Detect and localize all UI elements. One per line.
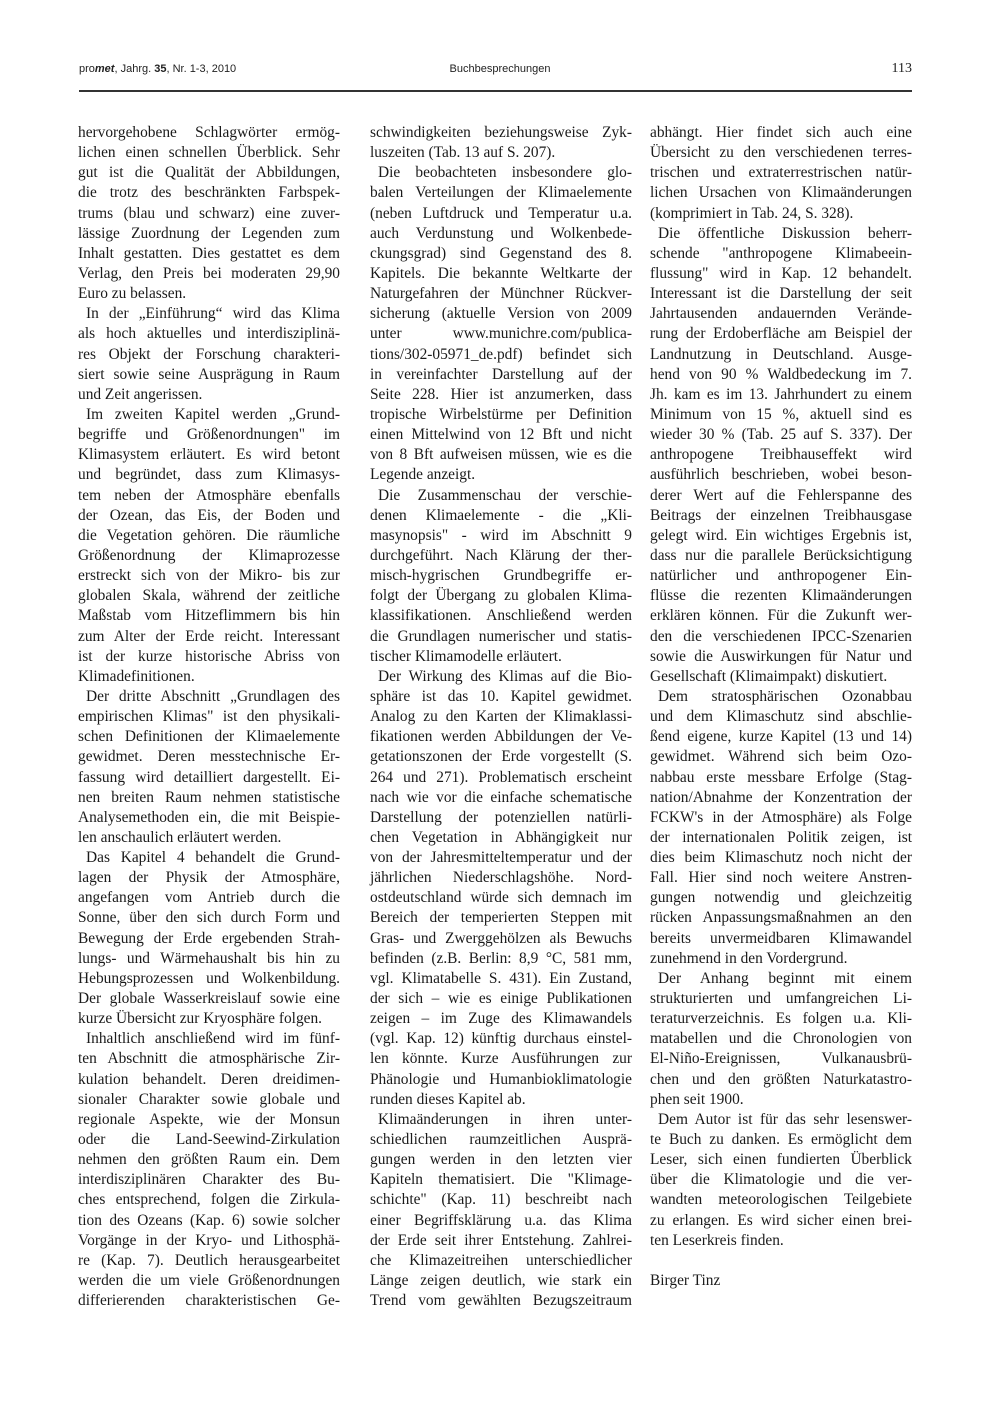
text-line: lichen Ursachen von Klimaänderungen bbox=[650, 184, 912, 202]
text-line: Analysemethoden ein, die mit Beispie- bbox=[78, 808, 340, 826]
text-line: die Vegetation gehören. Die räumliche bbox=[78, 526, 340, 544]
text-line: Bewegung der Erde ergebenden Strah- bbox=[78, 929, 340, 947]
text-line: einer Begriffsklärung u.a. das Klima bbox=[370, 1211, 632, 1229]
text-line: len anschaulich erläutert werden. bbox=[78, 828, 282, 846]
text-line: ches entsprechend, folgen die Zirkula- bbox=[78, 1191, 340, 1209]
paragraph bbox=[650, 969, 912, 1110]
text-line: trischen und extraterrestrischen natür- bbox=[650, 164, 912, 182]
text-line: (vgl. Kap. 12) künftig durchaus einstel- bbox=[370, 1030, 632, 1048]
text-line: flüsse die rezenten Klimaänderungen bbox=[650, 587, 912, 605]
text-line: schwindigkeiten beziehungsweise Zyk- bbox=[370, 124, 632, 141]
text-line: gelegt wird. Ein wichtiges Ergebnis ist, bbox=[650, 526, 912, 544]
paragraph bbox=[78, 1029, 340, 1311]
text-line: Maßstab vom Hitzeflimmern bis hin bbox=[78, 607, 340, 625]
text-line: Der Wirkung des Klimas auf die Bio- bbox=[378, 667, 632, 685]
text-line: lungs- und Wärmehaushalt bis hin zu bbox=[78, 949, 340, 967]
text-line: erstreckt sich von der Mikro- bis zur bbox=[78, 567, 340, 585]
text-line: zu erlangen. Es wird sicher einen brei- bbox=[650, 1211, 912, 1229]
text-line: in vereinfachter Darstellung auf der bbox=[370, 365, 632, 383]
text-line: Sonne, über den sich durch Form und bbox=[78, 909, 340, 927]
text-line: sionaler Charakter sowie globale und bbox=[78, 1090, 340, 1108]
text-line: chen und den größten Naturkatastro- bbox=[650, 1070, 912, 1088]
text-line: anthropogene Treibhauseffekt wird bbox=[650, 446, 912, 464]
text-line: globalen Skala, während der zeitliche bbox=[78, 587, 340, 605]
paragraph bbox=[78, 848, 340, 1029]
text-line: gewidmet. Deren messtechnische Er- bbox=[78, 748, 340, 766]
section-title: Buchbesprechungen bbox=[449, 63, 551, 75]
text-line: Inhalt gestatten. Dies gestattet es dem bbox=[78, 244, 340, 262]
text-line: die Grundlagen numerischer und statis- bbox=[370, 627, 632, 645]
text-line: Kapitels. Die bekannte Weltkarte der bbox=[370, 264, 632, 282]
text-line: Der dritte Abschnitt „Grundlagen des bbox=[86, 687, 340, 705]
text-line: klassifikationen. Anschließend werden bbox=[370, 607, 632, 625]
text-line: der Ozean, das Eis, der Boden und bbox=[78, 506, 340, 524]
text-line: In der „Einführung“ wird das Klima bbox=[86, 305, 340, 323]
text-line: begriffe und Größenordnungen" im bbox=[78, 426, 340, 444]
paragraph bbox=[650, 687, 912, 969]
text-line: von der Jahresmitteltemperatur und der bbox=[370, 849, 632, 867]
text-line: hend von 90 % Waldbedeckung im 7. bbox=[650, 365, 912, 383]
issue-number: , Nr. 1-3, 2010 bbox=[166, 63, 237, 75]
text-line: denen Klimaelemente - die „Kli- bbox=[370, 506, 632, 524]
text-line: sowie die Auswirkungen für Natur und bbox=[650, 647, 912, 665]
text-line: empirischen Klimas" ist den physikali- bbox=[78, 708, 340, 726]
paragraph bbox=[650, 224, 912, 687]
text-line: die trotz des beschränkten Farbspek- bbox=[78, 184, 340, 202]
text-line: (neben Luftdruck und Temperatur u.a. bbox=[370, 204, 632, 222]
text-line: jährlichen Niederschlagshöhe. Nord- bbox=[370, 869, 632, 887]
text-line: flussung" wird in Kap. 12 behandelt. bbox=[650, 264, 912, 282]
text-line: runden dieses Kapitel ab. bbox=[370, 1090, 526, 1108]
paragraph bbox=[370, 486, 632, 667]
text-line: nation/Abnahme der Konzentration der bbox=[650, 788, 912, 806]
text-line: angefangen vom Antrieb durch die bbox=[78, 889, 340, 907]
text-line: ckungsgrad) sind Gegenstand des 8. bbox=[370, 244, 632, 262]
text-line: re (Kap. 7). Deutlich herausgearbeitet bbox=[78, 1251, 340, 1269]
text-line: trums (blau und schwarz) eine zuver- bbox=[78, 204, 340, 222]
text-line: chen Vegetation in Abhängigkeit nur bbox=[370, 828, 632, 846]
volume-number: 35 bbox=[154, 63, 167, 75]
paragraph bbox=[78, 304, 340, 405]
text-line: von 8 Bft aufweisen müssen, wie es die bbox=[370, 446, 632, 464]
text-line: tions/302-05971_de.pdf) befindet sich bbox=[370, 345, 632, 363]
text-line: tropische Wirbelstürme per Definition bbox=[370, 405, 632, 423]
text-line: regionale Aspekte, wie der Monsun bbox=[78, 1110, 340, 1128]
text-line: ßend eigene, kurze Kapitel (13 und 14) bbox=[650, 728, 912, 746]
text-line: sphäre ist das 10. Kapitel gewidmet. bbox=[370, 687, 632, 705]
text-line: Bereich der temperierten Steppen mit bbox=[370, 909, 632, 927]
journal-name-prefix: pro bbox=[79, 63, 95, 75]
text-line: folgt der Übergang zu globalen Klima- bbox=[370, 587, 632, 605]
text-line: Minimum von 15 %, aktuell sind es bbox=[650, 405, 912, 423]
text-line: Die öffentliche Diskussion beherr- bbox=[658, 224, 912, 242]
text-line: che Klimazeitreihen unterschiedlicher bbox=[370, 1251, 632, 1269]
text-line: Kapiteln thematisiert. Die "Klimage- bbox=[370, 1171, 632, 1189]
text-line: wieder 30 % (Tab. 25 auf S. 337). Der bbox=[650, 426, 912, 444]
text-line: rung der Erdoberfläche am Beispiel der bbox=[650, 325, 912, 343]
text-line: balen Verteilungen der Klimaelemente bbox=[370, 184, 632, 202]
text-line: siert sowie seine Ausprägung in Raum bbox=[78, 365, 340, 383]
text-line: misch-hygrischen Grundbegriffe er- bbox=[370, 567, 632, 585]
text-line: Phänologie und Humanbioklimatologie bbox=[370, 1070, 632, 1088]
text-line: len könnte. Kurze Ausführungen zur bbox=[370, 1050, 632, 1068]
text-line: Gesellschaft (Klimaimpakt) diskutiert. bbox=[650, 667, 888, 685]
paragraph bbox=[370, 163, 632, 485]
text-line: vgl. Klimatabelle S. 431). Ein Zustand, bbox=[370, 969, 632, 987]
text-line: luszeiten (Tab. 13 auf S. 207). bbox=[370, 144, 556, 162]
text-line: phen seit 1900. bbox=[650, 1090, 744, 1108]
text-line: 264 und 271). Problematisch erscheint bbox=[370, 768, 632, 786]
text-line: Hebungsprozessen und Wolkenbildung. bbox=[78, 969, 340, 987]
text-line: masynopsis" - wird im Abschnitt 9 bbox=[370, 526, 632, 544]
text-line: te Buch zu danken. Es ermöglicht dem bbox=[650, 1131, 912, 1149]
text-line: Größenordnung der Klimaprozesse bbox=[78, 546, 340, 564]
text-line: wandten meteorologischen Teilgebiete bbox=[650, 1191, 912, 1209]
text-line: nach wie vor die einfache schematische bbox=[370, 788, 632, 806]
paragraph bbox=[370, 123, 632, 163]
text-line: durchgeführt. Nach Klärung der ther- bbox=[370, 546, 632, 564]
text-line: Jahrtausenden andauernden Verände- bbox=[650, 305, 912, 323]
text-line: fikationen werden Abbildungen der Ve- bbox=[370, 728, 632, 746]
text-line: zunehmend in den Vordergrund. bbox=[650, 949, 848, 967]
text-line: getationszonen der Erde vorgestellt (S. bbox=[370, 748, 632, 766]
text-line: nen breiten Raum nehmen statistische bbox=[78, 788, 340, 806]
paragraph bbox=[370, 1110, 632, 1311]
text-line: Der globale Wasserkreislauf sowie eine bbox=[78, 990, 340, 1008]
text-line: Trend vom gewählten Bezugszeitraum bbox=[370, 1292, 632, 1310]
text-line: nehmen den größten Raum ein. Dem bbox=[78, 1151, 340, 1169]
text-line: Beitrags der einzelnen Treibhausgase bbox=[650, 506, 912, 524]
text-line: Inhaltlich anschließend wird im fünf- bbox=[86, 1030, 340, 1048]
text-line: natürlicher und anthropogener Ein- bbox=[650, 567, 912, 585]
text-line: ten Leserkreis finden. bbox=[650, 1231, 784, 1249]
text-line: Interessant ist die Darstellung der seit bbox=[650, 285, 912, 303]
text-line: Euro zu belassen. bbox=[78, 285, 187, 303]
text-line: den die verschiedenen IPCC-Szenarien bbox=[650, 627, 912, 645]
text-line: res Objekt der Forschung charakteri- bbox=[78, 345, 340, 363]
page-number: 113 bbox=[891, 61, 912, 76]
spacer bbox=[650, 1251, 912, 1271]
text-line: befinden (z.B. Berlin: 8,9 °C, 581 mm, bbox=[370, 949, 632, 967]
text-line: Klimadefinitionen. bbox=[78, 667, 195, 685]
text-line: Übersicht zu den verschiedenen terres- bbox=[650, 144, 912, 162]
text-line: Die Zusammenschau der verschie- bbox=[378, 486, 632, 504]
text-line: derer Wert auf die Fehlerspanne des bbox=[650, 486, 912, 504]
text-line: der sich – wie es einige Publikationen bbox=[370, 990, 632, 1008]
text-line: schende "anthropogene Klimabeein- bbox=[650, 244, 912, 262]
text-line: tion des Ozeans (Kap. 6) sowie solcher bbox=[78, 1211, 340, 1229]
text-line: Dem Autor ist für das sehr lesenswer- bbox=[658, 1110, 912, 1128]
text-line: gewidmet. Während sich beim Ozo- bbox=[650, 748, 912, 766]
text-line: Leser, sich einen fundierten Überblick bbox=[650, 1151, 912, 1169]
text-line: Analog zu den Karten der Klimaklassi- bbox=[370, 708, 632, 726]
text-line: ausführlich beschrieben, wobei beson- bbox=[650, 466, 912, 484]
paragraph bbox=[650, 123, 912, 224]
text-line: zeigen – im Zuge des Klimawandels bbox=[370, 1010, 632, 1028]
paragraph bbox=[650, 1110, 912, 1251]
text-column-1 bbox=[78, 123, 340, 1311]
text-line: tischer Klimamodelle erläutert. bbox=[370, 647, 562, 665]
paragraph bbox=[78, 123, 340, 304]
text-line: Klimasystem erläutert. Es wird betont bbox=[78, 446, 340, 464]
text-line: Verlag, den Preis bei moderaten 29,90 bbox=[78, 264, 340, 282]
text-line: ist der kurze historische Abriss von bbox=[78, 647, 340, 665]
text-line: fassung wird detailliert dargestellt. Ei- bbox=[78, 768, 340, 786]
text-line: dass nur die parallele Berücksichtigung bbox=[650, 546, 912, 564]
text-line: Vorgänge in der Kryo- und Lithosphä- bbox=[78, 1231, 340, 1249]
text-line: Jh. kam es im 13. Jahrhundert zu einem bbox=[650, 385, 912, 403]
text-line: gungen werden in den letzten vier bbox=[370, 1151, 632, 1169]
text-line: teraturverzeichnis. Es folgen u.a. Kli- bbox=[650, 1010, 912, 1028]
text-column-3 bbox=[650, 123, 912, 1291]
text-line: bereits unvermeidbaren Klimawandel bbox=[650, 929, 912, 947]
text-line: auch Verdunstung und Wolkenbede- bbox=[370, 224, 632, 242]
text-line: Seite 228. Hier ist anzumerken, dass bbox=[370, 385, 632, 403]
text-line: (komprimiert in Tab. 24, S. 328). bbox=[650, 204, 854, 222]
text-line: gungen notwendig und gleichzeitig bbox=[650, 889, 912, 907]
text-line: matabellen und die Chronologien von bbox=[650, 1030, 912, 1048]
text-line: lichen einen schnellen Überblick. Sehr bbox=[78, 144, 340, 162]
text-line: tem neben der Atmosphäre ebenfalls bbox=[78, 486, 340, 504]
text-line: und dem Klimaschutz sind abschlie- bbox=[650, 708, 912, 726]
text-line: Fall. Hier sind noch weitere Anstren- bbox=[650, 869, 912, 887]
text-line: der internationalen Politik zeigen, ist bbox=[650, 828, 912, 846]
text-column-2 bbox=[370, 123, 632, 1311]
paragraph bbox=[78, 405, 340, 687]
text-line: als hoch aktuelles und interdisziplinä- bbox=[78, 325, 340, 343]
text-line: Dem stratosphärischen Ozonabbau bbox=[658, 687, 912, 705]
text-line: kurze Übersicht zur Kryosphäre folgen. bbox=[78, 1010, 323, 1028]
text-line: ten Abschnitt die atmosphärische Zir- bbox=[78, 1050, 340, 1068]
text-line: schen Definitionen der Klimaelemente bbox=[78, 728, 340, 746]
text-line: unter www.munichre.com/publica- bbox=[370, 325, 632, 343]
text-line: rücken Anpassungsmaßnahmen an den bbox=[650, 909, 912, 927]
text-line: und Zeit angerissen. bbox=[78, 385, 203, 403]
text-line: abhängt. Hier findet sich auch eine bbox=[650, 124, 912, 141]
text-line: Die beobachteten insbesondere glo- bbox=[378, 164, 632, 182]
author-signature: Birger Tinz bbox=[650, 1272, 721, 1290]
text-line: und begründet, dass zum Klimasys- bbox=[78, 466, 340, 484]
journal-name-suffix: met bbox=[94, 63, 115, 75]
text-line: über die Klimatologie und die ver- bbox=[650, 1171, 912, 1189]
text-line: erklären können. Für die Zukunft wer- bbox=[650, 607, 912, 625]
issue-label: , Jahrg. bbox=[114, 63, 155, 75]
text-line: Das Kapitel 4 behandelt die Grund- bbox=[86, 849, 340, 867]
text-line: strukturierten und umfangreichen Li- bbox=[650, 990, 912, 1008]
text-line: nabbau erste messbare Erfolge (Stag- bbox=[650, 768, 912, 786]
paragraph bbox=[370, 667, 632, 1110]
text-line: Länge zeigen deutlich, wie stark ein bbox=[370, 1272, 632, 1290]
text-line: werden die um viele Größenordnungen bbox=[78, 1272, 340, 1290]
header-rule bbox=[79, 90, 912, 92]
text-line: lagen der Physik der Atmosphäre, bbox=[78, 869, 340, 887]
text-line: Darstellung der potenziellen natürli- bbox=[370, 808, 632, 826]
text-line: Im zweiten Kapitel werden „Grund- bbox=[86, 405, 340, 423]
text-line: interdisziplinären Charakter des Bu- bbox=[78, 1171, 340, 1189]
text-line: lässige Zuordnung der Legenden zum bbox=[78, 224, 340, 242]
text-line: FCKW's in der Atmosphäre) als Folge bbox=[650, 808, 912, 826]
text-line: gut ist die Qualität der Abbildungen, bbox=[78, 164, 340, 182]
text-line: ostdeutschland würde sich demnach im bbox=[370, 889, 632, 907]
text-line: sicherung (aktuelle Version von 2009 bbox=[370, 305, 632, 323]
text-line: einen Mittelwind von 12 Bft und nicht bbox=[370, 426, 632, 444]
text-line: Klimaänderungen in ihren unter- bbox=[378, 1110, 632, 1128]
text-line: Landnutzung in Deutschland. Ausge- bbox=[650, 345, 912, 363]
text-line: kulation behandelt. Deren dreidimen- bbox=[78, 1070, 340, 1088]
text-line: der Erde seit ihrer Entstehung. Zahlrei- bbox=[370, 1231, 632, 1249]
text-line: oder die Land-Seewind-Zirkulation bbox=[78, 1131, 340, 1149]
text-line: Der Anhang beginnt mit einem bbox=[658, 969, 912, 987]
text-line: differierenden charakteristischen Ge- bbox=[78, 1292, 340, 1310]
text-line: dies beim Klimaschutz noch nicht der bbox=[650, 849, 912, 867]
text-line: hervorgehobene Schlagwörter ermög- bbox=[78, 124, 340, 141]
text-line: Naturgefahren der Münchner Rückver- bbox=[370, 285, 632, 303]
text-line: Legende anzeigt. bbox=[370, 466, 476, 484]
text-line: Gras- und Zwerggehölzen als Bewuchs bbox=[370, 929, 632, 947]
text-line: schiedlichen raumzeitlichen Ausprä- bbox=[370, 1131, 632, 1149]
paragraph bbox=[78, 687, 340, 848]
text-line: zum Alter der Erde reicht. Interessant bbox=[78, 627, 340, 645]
text-line: El-Niño-Ereignissen, Vulkanausbrü- bbox=[650, 1050, 912, 1068]
text-line: schichte" (Kap. 11) beschreibt nach bbox=[370, 1191, 632, 1209]
